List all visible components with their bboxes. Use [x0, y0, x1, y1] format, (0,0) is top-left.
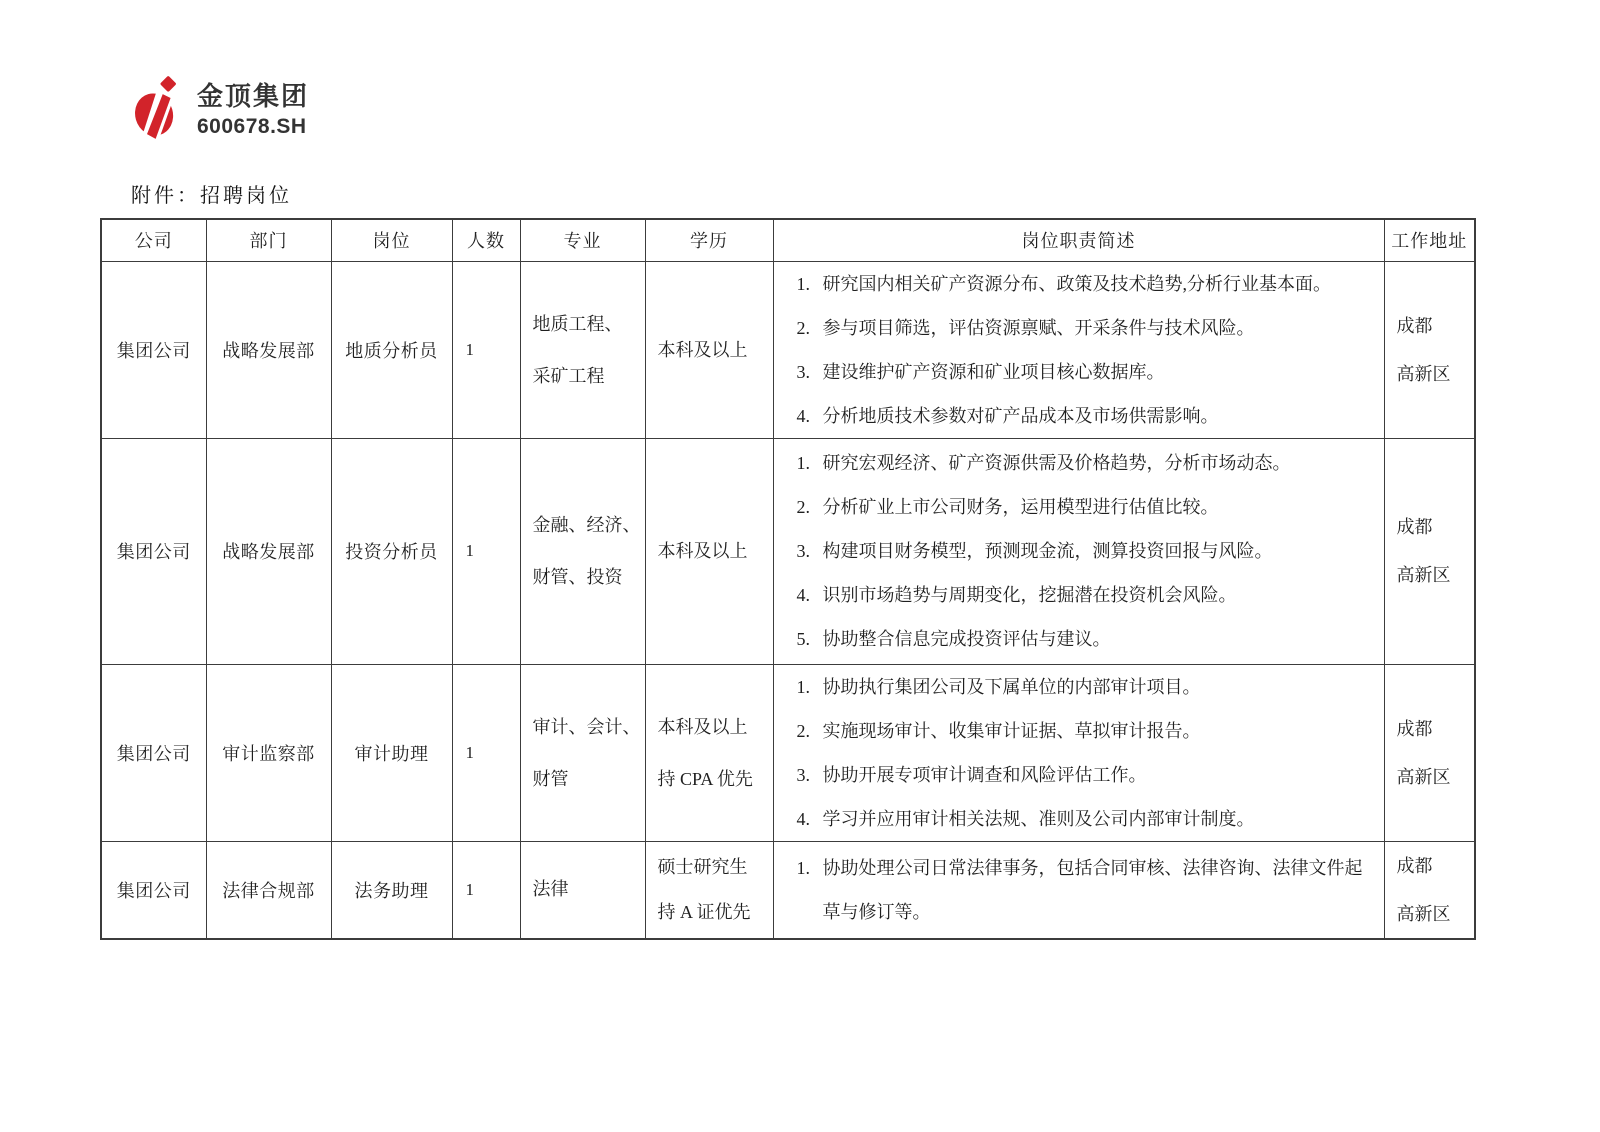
- cell-headcount: 1: [452, 438, 520, 664]
- cell-department: 战略发展部: [206, 261, 331, 438]
- cell-line: 高新区: [1396, 766, 1451, 787]
- cell-location: [1384, 664, 1475, 841]
- cell-headcount: 1: [452, 841, 520, 939]
- col-header-position: 岗位: [331, 219, 452, 261]
- duty-item: 协助开展专项审计调查和风险评估工作。: [822, 764, 1147, 785]
- duty-list: [774, 441, 1384, 661]
- company-name: 金顶集团: [197, 81, 310, 111]
- duty-item: 实施现场审计、收集审计证据、草拟审计报告。: [822, 720, 1201, 741]
- cell-line: 成都: [1396, 855, 1433, 876]
- cell-line: 法律: [532, 879, 569, 899]
- cell-location: [1384, 261, 1475, 438]
- cell-line: 高新区: [1396, 363, 1451, 384]
- cell-department: 法律合规部: [206, 841, 331, 939]
- cell-company: 集团公司: [101, 841, 206, 939]
- cell-education: [645, 841, 773, 939]
- cell-line: 成都: [1396, 315, 1433, 336]
- cell-position: 法务助理: [331, 841, 452, 939]
- cell-major: [520, 841, 645, 939]
- cell-line: 本科及以上: [657, 541, 748, 561]
- cell-education: [645, 664, 773, 841]
- cell-line: 审计、会计、: [532, 716, 641, 737]
- cell-line: 持 CPA 优先: [657, 768, 753, 789]
- cell-position: 地质分析员: [331, 261, 452, 438]
- company-logo: [131, 76, 309, 142]
- duty-list: [774, 665, 1384, 841]
- cell-location: [1384, 841, 1475, 939]
- cell-line: 成都: [1396, 718, 1433, 739]
- duty-item: 分析地质技术参数对矿产品成本及市场供需影响。: [822, 405, 1219, 426]
- cell-education: [645, 438, 773, 664]
- cell-line: 本科及以上: [657, 339, 748, 360]
- cell-position: 审计助理: [331, 664, 452, 841]
- col-header-headcount: 人数: [452, 219, 520, 261]
- cell-line: 高新区: [1396, 903, 1451, 924]
- col-header-company: 公司: [101, 219, 206, 261]
- table-header-row: [101, 219, 1475, 261]
- cell-position: 投资分析员: [331, 438, 452, 664]
- table-row: [101, 261, 1475, 438]
- table-row: [101, 438, 1475, 664]
- cell-major: [520, 261, 645, 438]
- cell-line: 金融、经济、: [532, 515, 641, 535]
- duty-item: 分析矿业上市公司财务，运用模型进行估值比较。: [822, 497, 1219, 517]
- col-header-department: 部门: [206, 219, 331, 261]
- col-header-education: 学历: [645, 219, 773, 261]
- cell-duties: [773, 438, 1384, 664]
- duty-list: [774, 846, 1384, 934]
- col-header-location: 工作地址: [1384, 219, 1475, 261]
- duty-item: 研究国内相关矿产资源分布、政策及技术趋势,分析行业基本面。: [822, 273, 1331, 294]
- attachment-label: 附件：招聘岗位: [131, 185, 292, 207]
- cell-line: 硕士研究生: [657, 856, 748, 877]
- cell-department: 审计监察部: [206, 664, 331, 841]
- cell-major: [520, 438, 645, 664]
- duty-item: 协助执行集团公司及下属单位的内部审计项目。: [822, 676, 1201, 697]
- cell-duties: [773, 261, 1384, 438]
- cell-company: 集团公司: [101, 261, 206, 438]
- cell-line: 持 A 证优先: [657, 901, 751, 922]
- duty-item: 研究宏观经济、矿产资源供需及价格趋势，分析市场动态。: [822, 453, 1291, 473]
- cell-line: 财管、投资: [532, 567, 623, 587]
- duty-item: 协助整合信息完成投资评估与建议。: [822, 629, 1111, 649]
- duty-list: [774, 262, 1384, 438]
- cell-company: 集团公司: [101, 438, 206, 664]
- table-row: [101, 841, 1475, 939]
- duty-item: 学习并应用审计相关法规、准则及公司内部审计制度。: [822, 808, 1255, 829]
- cell-duties: [773, 664, 1384, 841]
- col-header-duties: 岗位职责简述: [773, 219, 1384, 261]
- stock-code: 600678.SH: [197, 114, 307, 138]
- cell-company: 集团公司: [101, 664, 206, 841]
- cell-headcount: 1: [452, 261, 520, 438]
- duty-item: 构建项目财务模型，预测现金流，测算投资回报与风险。: [822, 541, 1273, 561]
- cell-line: 采矿工程: [532, 365, 605, 386]
- cell-education: [645, 261, 773, 438]
- cell-line: 财管: [532, 768, 569, 789]
- cell-line: 地质工程、: [532, 313, 623, 334]
- cell-line: 成都: [1396, 517, 1433, 537]
- cell-headcount: 1: [452, 664, 520, 841]
- cell-major: [520, 664, 645, 841]
- duty-item: 建设维护矿产资源和矿业项目核心数据库。: [822, 361, 1165, 382]
- cell-line: 高新区: [1396, 565, 1451, 585]
- recruitment-table: [100, 218, 1476, 940]
- cell-duties: [773, 841, 1384, 939]
- duty-item: 协助处理公司日常法律事务，包括合同审核、法律咨询、法律文件起草与修订等。: [822, 857, 1363, 922]
- col-header-major: 专业: [520, 219, 645, 261]
- duty-item: 识别市场趋势与周期变化，挖掘潜在投资机会风险。: [822, 585, 1237, 605]
- cell-location: [1384, 438, 1475, 664]
- table-row: [101, 664, 1475, 841]
- brand-text: [197, 76, 309, 139]
- cell-department: 战略发展部: [206, 438, 331, 664]
- cell-line: 本科及以上: [657, 716, 748, 737]
- duty-item: 参与项目筛选，评估资源禀赋、开采条件与技术风险。: [822, 317, 1255, 338]
- jinding-logo-icon: [131, 76, 185, 142]
